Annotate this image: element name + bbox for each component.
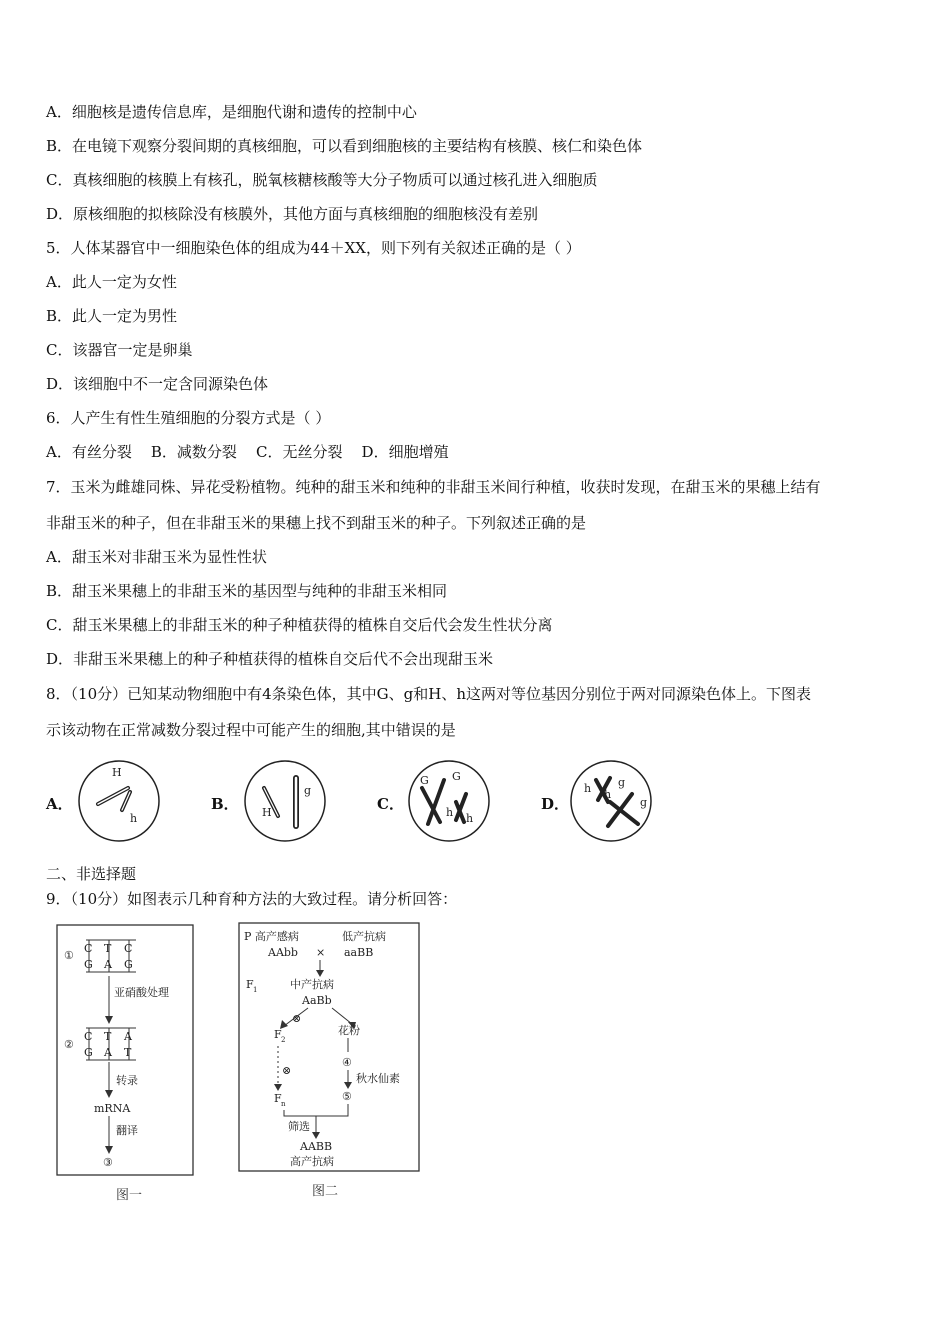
q8-cell-c <box>406 758 492 844</box>
q7-stem-line2: 非甜玉米的种子，但在非甜玉米的果穗上找不到甜玉米的种子。下列叙述正确的是 <box>46 514 587 532</box>
fig1-bottom-3: G <box>124 958 133 971</box>
fig2-step-4: ④ <box>342 1056 352 1069</box>
q7-option-c: C．甜玉米果穗上的非甜玉米的种子种植获得的植株自交后代会发生性状分离 <box>46 616 553 634</box>
gene-h-a: h <box>130 812 138 825</box>
fig1-label-3: ③ <box>103 1156 113 1169</box>
fig2-f2-sub: 2 <box>281 1036 286 1044</box>
q5-option-d: D．该细胞中不一定含同源染色体 <box>46 375 269 393</box>
fig1-mut-top-2: T <box>104 1030 112 1043</box>
q4-option-c: C．真核细胞的核膜上有核孔，脱氧核糖核酸等大分子物质可以通过核孔进入细胞质 <box>46 171 598 189</box>
fig2-f1-sub: 1 <box>253 986 258 994</box>
fig2-fn-sub: n <box>281 1100 286 1108</box>
gene-h2-c: h <box>466 812 474 825</box>
q8-cell-b <box>242 758 328 844</box>
fig2-result-genotype: AABB <box>300 1140 333 1153</box>
q8-label-b: B． <box>211 795 239 813</box>
fig2-self-1: ⊗ <box>292 1012 302 1025</box>
q5-stem: 5．人体某器官中一细胞染色体的组成为44＋XX，则下列有关叙述正确的是（ ） <box>46 239 581 257</box>
fig1-mut-top-1: C <box>84 1030 93 1043</box>
q8-cell-d <box>568 758 654 844</box>
fig1-mut-bottom-3: T <box>124 1046 132 1059</box>
fig2-f2: F <box>274 1028 282 1041</box>
q4-option-a: A．细胞核是遗传信息库，是细胞代谢和遗传的控制中心 <box>46 103 417 121</box>
gene-g-b: g <box>304 784 312 797</box>
fig2-result-phenotype: 高产抗病 <box>290 1155 334 1168</box>
q6-stem: 6．人产生有性生殖细胞的分裂方式是（ ） <box>46 409 331 427</box>
q4-option-b: B．在电镜下观察分裂间期的真核细胞，可以看到细胞核的主要结构有核膜、核仁和染色体 <box>46 137 643 155</box>
fig2-select: 筛选 <box>288 1120 310 1133</box>
q9-figure-2 <box>238 922 422 1174</box>
gene-h-d: h <box>584 782 592 795</box>
fig1-top-1: C <box>84 942 93 955</box>
q8-label-d: D． <box>541 795 570 813</box>
q7-option-a: A．甜玉米对非甜玉米为显性性状 <box>46 548 267 566</box>
gene-h-c: h <box>446 806 454 819</box>
fig1-top-2: T <box>104 942 112 955</box>
q7-option-b: B．甜玉米果穗上的非甜玉米的基因型与纯种的非甜玉米相同 <box>46 582 448 600</box>
q7-stem-line1: 7．玉米为雌雄同株、异花受粉植物。纯种的甜玉米和纯种的非甜玉米间行种植，收获时发现，在甜玉米的果穗上结有 <box>46 478 821 496</box>
fig2-mid: 中产抗病 <box>290 978 334 991</box>
fig2-pollen: 花粉 <box>338 1024 360 1037</box>
q5-option-b: B．此人一定为男性 <box>46 307 178 325</box>
fig2-self-2: ⊗ <box>282 1064 292 1077</box>
fig1-mut-bottom-2: A <box>104 1046 112 1059</box>
fig1-translate: 翻译 <box>116 1124 138 1137</box>
fig1-top-3: C <box>124 942 133 955</box>
q8-stem-line2: 示该动物在正常减数分裂过程中可能产生的细胞,其中错误的是 <box>46 721 456 739</box>
q8-cell-a <box>78 758 164 844</box>
q7-option-d: D．非甜玉米果穗上的种子种植获得的植株自交后代不会出现甜玉米 <box>46 650 494 668</box>
q8-stem-line1: 8．（10分）已知某动物细胞中有4条染色体，其中G、g和H、h这两对等位基因分别位于两对同源染色体上。下图表 <box>46 685 812 703</box>
fig1-bottom-2: A <box>104 958 112 971</box>
fig1-bottom-1: G <box>84 958 93 971</box>
fig2-aabb-f1: AaBb <box>302 994 332 1007</box>
fig2-f1: F <box>246 978 254 991</box>
fig1-treatment: 亚硝酸处理 <box>114 986 169 999</box>
gene-g-d: g <box>618 776 626 789</box>
fig1-mrna: mRNA <box>94 1102 131 1115</box>
fig1-label-1: ① <box>64 949 74 962</box>
q8-label-c: C． <box>377 795 404 813</box>
gene-G-c: G <box>420 774 429 787</box>
fig2-cross: × <box>316 946 326 959</box>
fig2-colchicine: 秋水仙素 <box>356 1072 400 1085</box>
q9-figure-1 <box>56 924 196 1180</box>
q9-stem: 9．（10分）如图表示几种育种方法的大致过程。请分析回答： <box>46 890 458 908</box>
q5-option-c: C．该器官一定是卵巢 <box>46 341 193 359</box>
fig1-transcribe: 转录 <box>116 1074 138 1087</box>
q4-option-d: D．原核细胞的拟核除没有核膜外，其他方面与真核细胞的细胞核没有差别 <box>46 205 539 223</box>
fig2-fn: F <box>274 1092 282 1105</box>
fig1-mut-top-3: A <box>124 1030 132 1043</box>
gene-H-b: H <box>262 806 272 819</box>
gene-g2-d: g <box>640 796 648 809</box>
fig2-step-5: ⑤ <box>342 1090 352 1103</box>
figure-1-caption: 图一 <box>116 1188 143 1203</box>
gene-G2-c: G <box>452 770 461 783</box>
fig2-low-label: 低产抗病 <box>342 930 386 943</box>
figure-2-caption: 图二 <box>312 1184 339 1199</box>
fig2-aabb-1: AAbb <box>268 946 298 959</box>
gene-h2-d: h <box>604 788 612 801</box>
q6-options: A．有丝分裂 B．减数分裂 C．无丝分裂 D．细胞增殖 <box>46 443 449 461</box>
gene-H-a: H <box>112 766 122 779</box>
q5-option-a: A．此人一定为女性 <box>46 273 177 291</box>
fig2-p-label: P 高产感病 <box>244 930 299 943</box>
fig1-label-2: ② <box>64 1038 74 1051</box>
q8-label-a: A． <box>46 795 73 813</box>
fig2-aabb-2: aaBB <box>344 946 374 959</box>
fig1-mut-bottom-1: G <box>84 1046 93 1059</box>
section-2-title: 二、非选择题 <box>46 865 137 883</box>
